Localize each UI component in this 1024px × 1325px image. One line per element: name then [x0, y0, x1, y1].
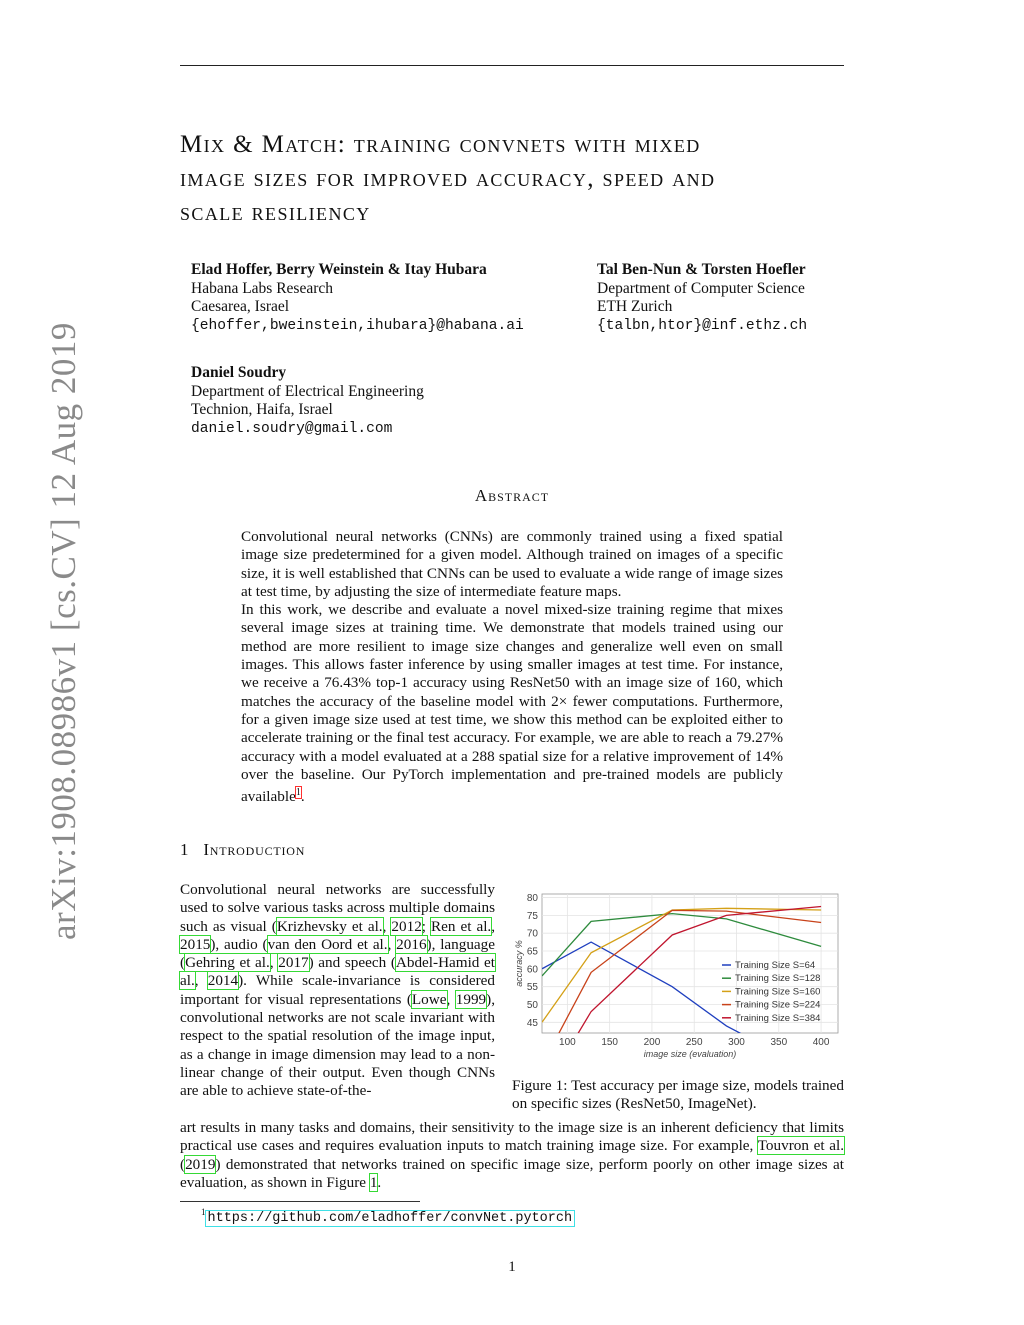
section-number: 1 [180, 840, 190, 859]
section-title: Introduction [203, 840, 306, 859]
citation-link[interactable]: Lowe [411, 990, 447, 1008]
citation-link[interactable]: Touvron et al. [757, 1137, 844, 1155]
x-tick-label: 300 [728, 1037, 745, 1048]
y-tick-label: 50 [526, 999, 538, 1011]
citation-link[interactable]: 2015 [180, 935, 211, 953]
author-affiliation: Department of Computer Science [597, 279, 805, 297]
footnote-link[interactable]: 1 [295, 787, 301, 799]
citation-link[interactable]: Abdel-Hamid et al. [180, 954, 495, 990]
author-location: ETH Zurich [597, 298, 673, 315]
author-affiliation: Habana Labs Research [191, 279, 334, 297]
author-email: {talbn,htor}@inf.ethz.ch [597, 317, 808, 334]
y-axis-label: accuracy % [514, 940, 524, 987]
x-tick-label: 250 [685, 1037, 703, 1048]
abstract-body [241, 528, 783, 807]
header-rule [180, 65, 844, 66]
y-tick-label: 70 [526, 928, 538, 940]
author-block-1 [191, 261, 524, 335]
citation-link[interactable]: Gehring et al. [185, 954, 270, 972]
section-heading-introduction [180, 840, 305, 860]
intro-paragraph-full-width: art results in many tasks and domains, their sensitivity to the image size is an inherent deficiency that limits practical use cases and requires evaluation inputs to match training image size. For example, Touvron et al. (2019) demonstrated that networks trained on specific image size, perform poorly on other image sizes at evaluation, as shown in Figure 1. [180, 1119, 844, 1191]
paper-title [180, 128, 844, 230]
abstract-heading: Abstract [474, 486, 550, 505]
title-line-2: image sizes for improved accuracy, speed and [180, 165, 716, 192]
citation-link[interactable]: van den Oord et al. [267, 935, 388, 953]
y-tick-label: 60 [526, 964, 538, 976]
accuracy-chart [510, 888, 850, 1064]
x-tick-label: 200 [643, 1037, 661, 1048]
legend-entry: Training Size S=64 [735, 960, 816, 971]
legend-entry: Training Size S=160 [735, 986, 821, 998]
citation-link[interactable]: 2016 [396, 935, 427, 953]
citation-link[interactable]: 2019 [185, 1155, 216, 1173]
legend-entry: Training Size S=224 [735, 999, 821, 1011]
x-tick-label: 400 [812, 1037, 830, 1048]
y-tick-label: 75 [526, 910, 538, 922]
author-block-3 [191, 364, 424, 438]
footnote-url-link[interactable]: https://github.com/eladhoffer/convNet.pytorch [207, 1210, 573, 1226]
y-tick-label: 55 [526, 982, 538, 994]
author-block-2 [597, 261, 807, 335]
author-names: Daniel Soudry [191, 364, 287, 381]
chart-legend [722, 960, 820, 1024]
y-tick-label: 80 [526, 893, 538, 905]
author-email: daniel.soudry@gmail.com [191, 420, 393, 437]
title-line-1: Mix & Match: training convnets with mixed [180, 131, 701, 158]
x-tick-label: 350 [770, 1037, 788, 1048]
page-number: 1 [508, 1259, 516, 1275]
arxiv-sidebar-stamp: arXiv:1908.08986v1 [cs.CV] 12 Aug 2019 [44, 322, 83, 940]
footnote-rule [180, 1201, 420, 1202]
citation-link[interactable]: 1999 [455, 990, 487, 1008]
abstract-paragraph-2: In this work, we describe and evaluate a novel mixed-size training regime that mixes several image sizes at training time. We demonstrate that models trained using our method are more resilient to image size changes and generalize well even on small images. This allows faster inference by using smaller images at test time. For instance, we receive a 76.43% top-1 accuracy using ResNet50 with an image size of 160, which matches the accuracy of the baseline model with 2× fewer computations. Furthermore, for a given image size used at test time, we show this method can be exploited either to accelerate training or the final test accuracy. For example, we are able to reach a 79.27% accuracy with a model evaluated at a 288 spatial size for a relative improvement of 14% over the baseline. Our PyTorch implementation and pre-trained models are publicly available$^1$. [241, 601, 783, 806]
x-tick-label: 100 [559, 1037, 576, 1048]
author-names: Tal Ben-Nun & Torsten Hoefler [597, 261, 806, 278]
legend-entry: Training Size S=384 [735, 1012, 821, 1024]
y-tick-label: 45 [526, 1017, 538, 1029]
author-email: {ehoffer,bweinstein,ihubara}@habana.ai [191, 317, 524, 334]
citation-link[interactable]: 2014 [207, 972, 239, 990]
footnote [201, 1207, 574, 1226]
figure-caption: Figure 1: Test accuracy per image size, models trained on specific sizes (ResNet50, ImageNet). [512, 1077, 844, 1113]
citation-link[interactable]: 2012 [391, 917, 422, 935]
footnote-number: 1 [201, 1207, 206, 1217]
citation-link[interactable]: Krizhevsky et al. [276, 917, 383, 935]
citation-link[interactable]: Ren et al. [431, 917, 492, 935]
figure-ref-link[interactable]: 1 [369, 1173, 378, 1191]
author-affiliation: Department of Electrical Engineering [191, 382, 424, 400]
abstract-paragraph-1: Convolutional neural networks (CNNs) are commonly trained using a fixed spatial image size predetermined for a given model. Although trained on images of a specific size, it is well established that CNNs can be used to evaluate a wide range of image sizes at test time, by adjusting the size of intermediate feature maps. [241, 528, 783, 600]
title-line-3: scale resiliency [180, 199, 371, 226]
citation-link[interactable]: 2017 [278, 954, 309, 972]
author-names: Elad Hoffer, Berry Weinstein & Itay Hubara [191, 261, 487, 278]
x-tick-label: 150 [601, 1037, 619, 1048]
x-axis-label: image size (evaluation) [643, 1049, 737, 1059]
legend-entry: Training Size S=128 [735, 973, 821, 985]
author-location: Technion, Haifa, Israel [191, 401, 333, 418]
intro-paragraph-wrapped: Convolutional neural networks are successfully used to solve various tasks across multiple domains such as visual (Krizhevsky et al., 2012; Ren et al., 2015), audio (van den Oord et al., 2016), language (Gehring et al., 2017) and speech (Abdel-Hamid et al., 2014). While scale-invariance is considered important for visual representations (Lowe, 1999), convolutional networks are not scale invariant with respect to the spatial resolution of the image input, as a change in image dimension may lead to a non-linear change of their output. Even though CNNs are able to achieve state-of-the- [180, 881, 496, 1100]
author-location: Caesarea, Israel [191, 298, 290, 315]
y-tick-label: 65 [526, 946, 538, 958]
